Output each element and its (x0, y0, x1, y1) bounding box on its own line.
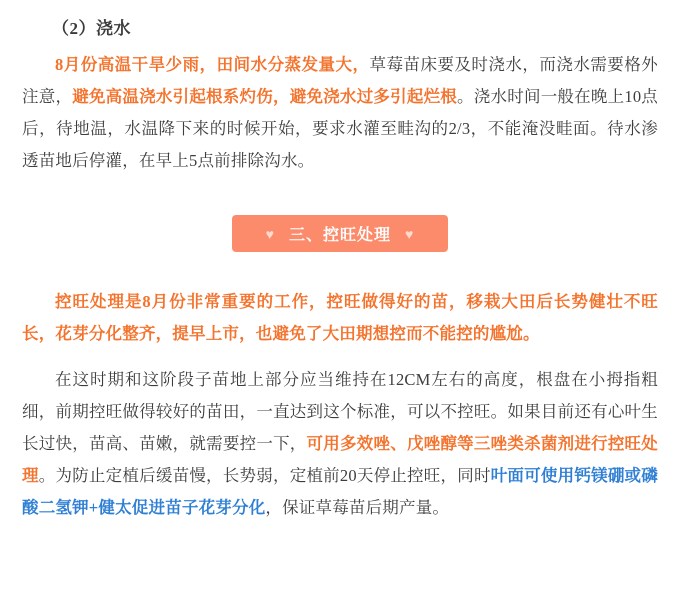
paragraph-control-summary (22, 286, 658, 350)
page-title: （2）浇水 (52, 19, 131, 38)
text-run: ，保证草莓苗后期产量。 (265, 498, 450, 517)
text-run: 草莓苗床要及时浇水，而浇水需要格外注意， (22, 55, 658, 106)
text-run: 叶面可使用钙镁硼或磷酸二氢钾+健太促进苗子花芽分化 (22, 466, 658, 517)
paragraph-control-detail-text (22, 364, 658, 524)
paragraph-watering-text (22, 49, 658, 177)
paragraph-control-summary-text (22, 286, 658, 350)
text-run: 。浇水时间一般在晚上10点后，待地温，水温降下来的时候开始，要求水灌至畦沟的2/3，不能淹没畦面。待水渗透苗地后停灌，在早上5点前排除沟水。 (22, 87, 658, 170)
paragraph-watering (22, 49, 658, 177)
text-run: 控旺处理是8月份非常重要的工作，控旺做得好的苗，移栽大田后长势健壮不旺长，花芽分化整齐，提早上市，也避免了大田期想控而不能控的尴尬。 (22, 292, 658, 343)
text-run: 可用多效唑、戊唑醇等三唑类杀菌剂进行控旺处理 (22, 434, 658, 485)
text-run: 在这时期和这阶段子苗地上部分应当维持在12CM左右的高度，根盘在小拇指粗细，前期控旺做得较好的苗田，一直达到这个标准，可以不控旺。如果目前还有心叶生长过快，苗高、苗嫩，就需要控一下， (22, 370, 658, 453)
section-banner (232, 215, 449, 252)
section-banner-label: 三、控旺处理 (288, 227, 391, 244)
section-banner-wrapper (22, 215, 658, 252)
paragraph-control-detail (22, 364, 658, 524)
text-run: 避免高温浇水引起根系灼伤，避免浇水过多引起烂根 (72, 87, 458, 106)
text-run: 。为防止定植后缓苗慢，长势弱，定植前20天停止控旺，同时 (38, 466, 491, 485)
heart-icon-right: ♥ (405, 225, 415, 242)
heart-icon-left: ♥ (265, 225, 275, 242)
text-run: 8月份高温干旱少雨，田间水分蒸发量大， (55, 55, 370, 74)
